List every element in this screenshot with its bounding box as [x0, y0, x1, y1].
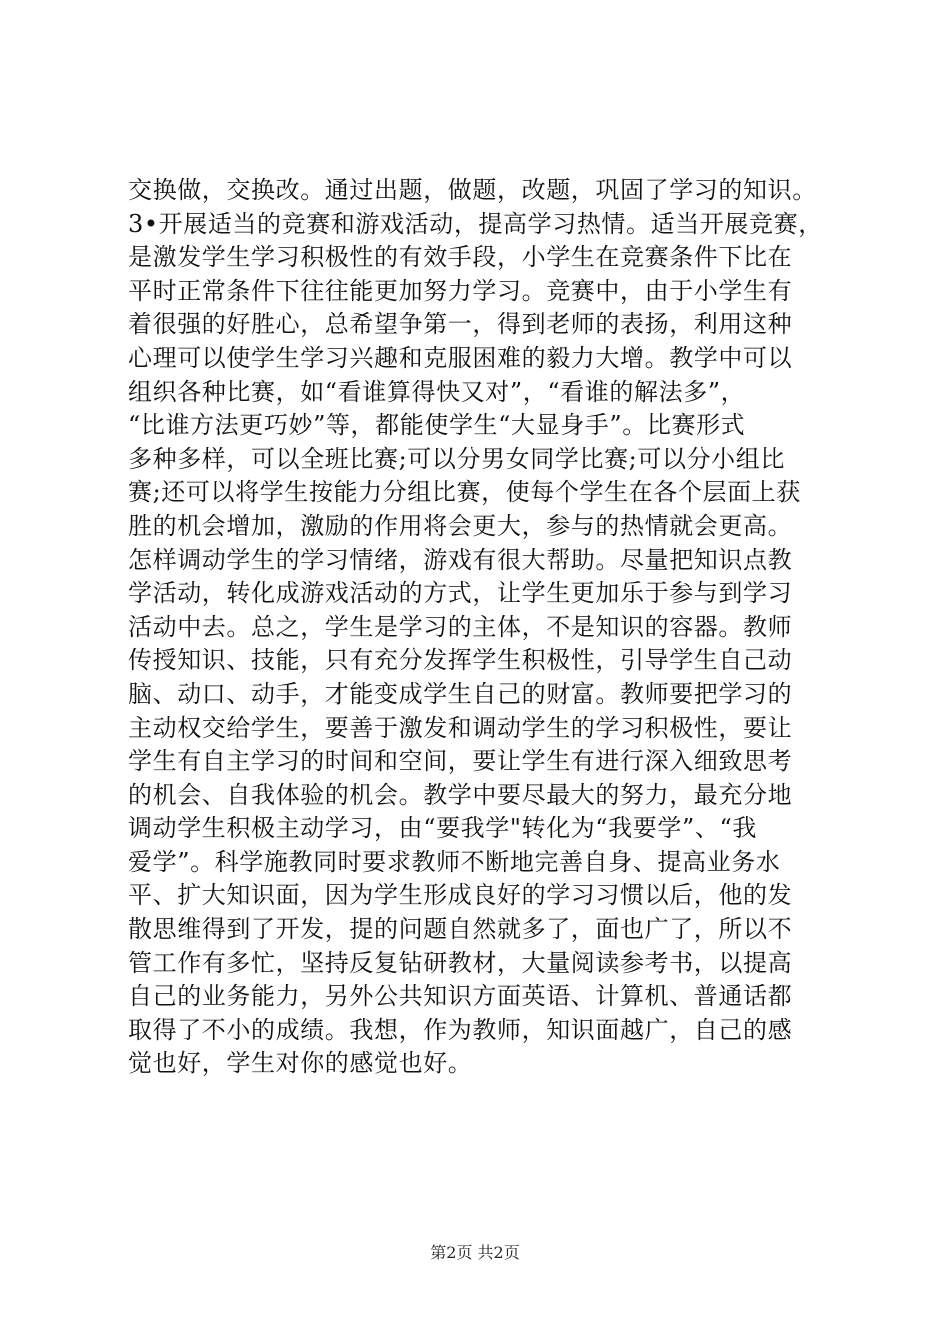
text-line: 平时正常条件下往往能更加努力学习。竞赛中，由于小学生有	[128, 276, 793, 305]
text-line: 取得了不小的成绩。我想，作为教师，知识面越广，自己的感	[128, 1015, 793, 1044]
text-line: 怎样调动学生的学习情绪，游戏有很大帮助。尽量把知识点教	[128, 545, 793, 574]
body-text	[128, 174, 843, 1081]
text-line: 胜的机会增加，激励的作用将会更大，参与的热情就会更高。	[128, 511, 793, 540]
text-line: 散思维得到了开发，提的问题自然就多了，面也广了，所以不	[128, 915, 793, 944]
text-line: 觉也好，学生对你的感觉也好。	[128, 1049, 473, 1078]
text-line: 调动学生积极主动学习，由“要我学"转化为“我要学”、“我	[128, 814, 757, 843]
text-line: 的机会、自我体验的机会。教学中要尽最大的努力，最充分地	[128, 780, 793, 809]
text-line: 组织各种比赛，如“看谁算得快又对”，“看谁的解法多”，	[128, 377, 746, 406]
text-line: 活动中去。总之，学生是学习的主体，不是知识的容器。教师	[128, 612, 793, 641]
text-line: “比谁方法更巧妙”等，都能使学生“大显身手”。比赛形式	[128, 411, 746, 440]
text-line: 学活动，转化成游戏活动的方式，让学生更加乐于参与到学习	[128, 579, 793, 608]
text-line: 脑、动口、动手，才能变成学生自己的财富。教师要把学习的	[128, 679, 793, 708]
text-line: 平、扩大知识面，因为学生形成良好的学习习惯以后，他的发	[128, 881, 793, 910]
text-line: 着很强的好胜心，总希望争第一，得到老师的表扬，利用这种	[128, 310, 793, 339]
page-footer	[0, 1243, 950, 1263]
text-line: 自己的业务能力，另外公共知识方面英语、计算机、普通话都	[128, 982, 793, 1011]
text-line: 交换做，交换改。通过出题，做题，改题，巩固了学习的知识。	[128, 176, 817, 204]
text-line: 主动权交给学生，要善于激发和调动学生的学习积极性，要让	[128, 713, 793, 742]
text-line: 3•开展适当的竞赛和游戏活动，提高学习热情。适当开展竞赛，	[128, 209, 823, 238]
text-line: 爱学”。科学施教同时要求教师不断地完善自身、提高业务水	[128, 847, 781, 876]
text-line: 学生有自主学习的时间和空间，要让学生有进行深入细致思考	[128, 747, 793, 776]
text-line: 管工作有多忙，坚持反复钻研教材，大量阅读参考书，以提高	[128, 948, 793, 977]
text-line: 赛;还可以将学生按能力分组比赛，使每个学生在各个层面上获	[128, 478, 801, 507]
text-line: 心理可以使学生学习兴趣和克服困难的毅力大增。教学中可以	[128, 343, 793, 372]
text-line: 多种多样，可以全班比赛;可以分男女同学比赛;可以分小组比	[128, 444, 785, 473]
text-line: 传授知识、技能，只有充分发挥学生积极性，引导学生自己动	[128, 646, 793, 675]
page-number-label: 第2页 共2页	[430, 1243, 520, 1262]
text-line: 是激发学生学习积极性的有效手段，小学生在竞赛条件下比在	[128, 243, 793, 272]
